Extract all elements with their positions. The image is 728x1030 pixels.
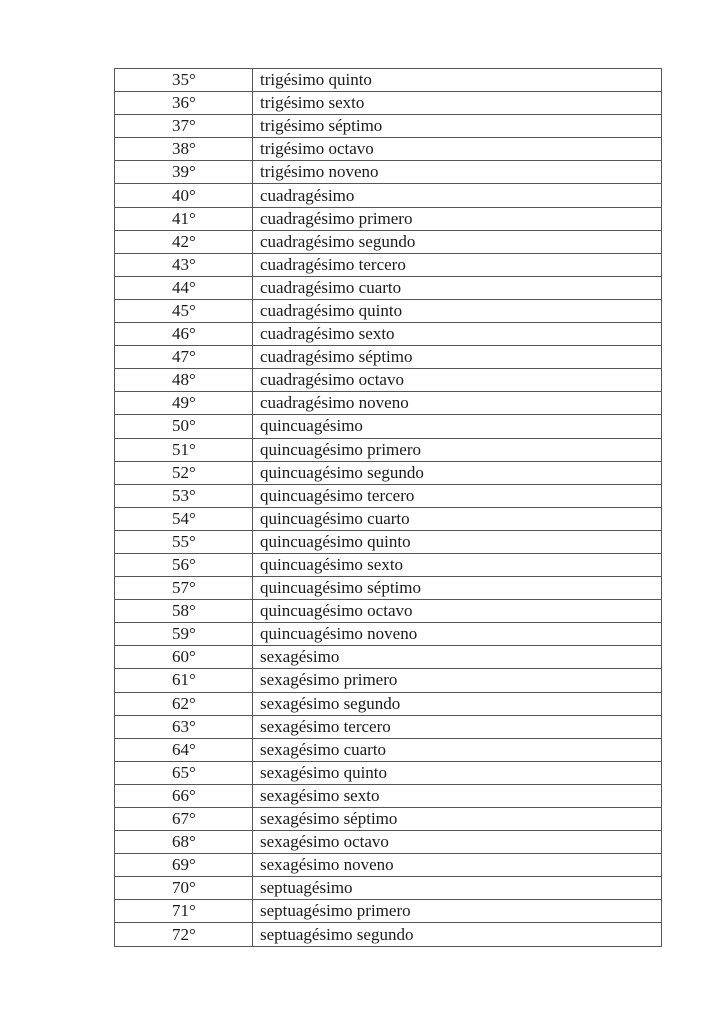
ordinal-number-cell: 46°: [115, 323, 253, 346]
ordinal-word-cell: cuadragésimo tercero: [253, 253, 662, 276]
ordinal-word-cell: cuadragésimo segundo: [253, 230, 662, 253]
table-row: [115, 784, 662, 807]
ordinal-number-cell: 54°: [115, 507, 253, 530]
ordinal-word-cell: quincuagésimo noveno: [253, 623, 662, 646]
ordinal-number-cell: 70°: [115, 877, 253, 900]
table-row: [115, 115, 662, 138]
ordinal-number-cell: 71°: [115, 900, 253, 923]
ordinal-number-cell: 50°: [115, 415, 253, 438]
ordinal-word-cell: sexagésimo séptimo: [253, 808, 662, 831]
table-row: [115, 207, 662, 230]
table-row: [115, 138, 662, 161]
ordinal-number-cell: 44°: [115, 276, 253, 299]
table-row: [115, 900, 662, 923]
table-row: [115, 346, 662, 369]
table-row: [115, 184, 662, 207]
ordinal-word-cell: cuadragésimo primero: [253, 207, 662, 230]
ordinal-word-cell: sexagésimo segundo: [253, 692, 662, 715]
ordinal-number-cell: 38°: [115, 138, 253, 161]
ordinal-word-cell: quincuagésimo: [253, 415, 662, 438]
ordinal-number-cell: 53°: [115, 484, 253, 507]
ordinal-number-cell: 66°: [115, 784, 253, 807]
ordinal-word-cell: septuagésimo: [253, 877, 662, 900]
ordinal-word-cell: cuadragésimo séptimo: [253, 346, 662, 369]
ordinal-word-cell: sexagésimo octavo: [253, 831, 662, 854]
table-row: [115, 761, 662, 784]
ordinal-word-cell: sexagésimo sexto: [253, 784, 662, 807]
table-row: [115, 323, 662, 346]
ordinal-number-cell: 56°: [115, 553, 253, 576]
table-row: [115, 669, 662, 692]
ordinal-number-cell: 36°: [115, 92, 253, 115]
ordinal-word-cell: trigésimo noveno: [253, 161, 662, 184]
table-row: [115, 553, 662, 576]
ordinal-number-cell: 37°: [115, 115, 253, 138]
table-row: [115, 276, 662, 299]
ordinal-number-cell: 52°: [115, 461, 253, 484]
ordinal-word-cell: quincuagésimo octavo: [253, 600, 662, 623]
ordinal-word-cell: trigésimo sexto: [253, 92, 662, 115]
table-row: [115, 415, 662, 438]
table-row: [115, 230, 662, 253]
ordinal-number-cell: 72°: [115, 923, 253, 946]
ordinal-word-cell: cuadragésimo noveno: [253, 392, 662, 415]
table-row: [115, 438, 662, 461]
table-row: [115, 161, 662, 184]
table-row: [115, 92, 662, 115]
ordinal-word-cell: quincuagésimo cuarto: [253, 507, 662, 530]
ordinal-word-cell: trigésimo octavo: [253, 138, 662, 161]
table-row: [115, 831, 662, 854]
table-row: [115, 507, 662, 530]
ordinal-word-cell: trigésimo quinto: [253, 69, 662, 92]
table-row: [115, 461, 662, 484]
ordinal-word-cell: sexagésimo tercero: [253, 715, 662, 738]
ordinal-number-cell: 55°: [115, 530, 253, 553]
ordinal-number-cell: 48°: [115, 369, 253, 392]
ordinal-word-cell: sexagésimo cuarto: [253, 738, 662, 761]
table-row: [115, 877, 662, 900]
ordinal-word-cell: quincuagésimo quinto: [253, 530, 662, 553]
ordinal-number-cell: 69°: [115, 854, 253, 877]
ordinal-number-cell: 45°: [115, 299, 253, 322]
table-row: [115, 299, 662, 322]
table-row: [115, 253, 662, 276]
ordinal-word-cell: sexagésimo primero: [253, 669, 662, 692]
ordinal-number-cell: 57°: [115, 577, 253, 600]
ordinal-word-cell: sexagésimo quinto: [253, 761, 662, 784]
ordinal-word-cell: trigésimo séptimo: [253, 115, 662, 138]
ordinal-word-cell: quincuagésimo séptimo: [253, 577, 662, 600]
ordinal-word-cell: cuadragésimo octavo: [253, 369, 662, 392]
table-row: [115, 484, 662, 507]
table-row: [115, 530, 662, 553]
table-row: [115, 600, 662, 623]
ordinal-number-cell: 42°: [115, 230, 253, 253]
ordinal-number-cell: 62°: [115, 692, 253, 715]
table-row: [115, 692, 662, 715]
ordinal-word-cell: cuadragésimo sexto: [253, 323, 662, 346]
ordinal-word-cell: quincuagésimo primero: [253, 438, 662, 461]
table-row: [115, 369, 662, 392]
ordinal-number-cell: 59°: [115, 623, 253, 646]
table-row: [115, 392, 662, 415]
ordinal-number-cell: 41°: [115, 207, 253, 230]
table-row: [115, 738, 662, 761]
ordinal-number-cell: 51°: [115, 438, 253, 461]
ordinal-word-cell: cuadragésimo: [253, 184, 662, 207]
table-body: [115, 69, 662, 947]
ordinal-number-cell: 67°: [115, 808, 253, 831]
ordinal-word-cell: quincuagésimo sexto: [253, 553, 662, 576]
table-row: [115, 923, 662, 946]
ordinal-word-cell: quincuagésimo segundo: [253, 461, 662, 484]
ordinal-number-cell: 65°: [115, 761, 253, 784]
ordinal-number-cell: 39°: [115, 161, 253, 184]
ordinal-word-cell: cuadragésimo quinto: [253, 299, 662, 322]
table-row: [115, 623, 662, 646]
ordinal-number-cell: 40°: [115, 184, 253, 207]
ordinal-word-cell: sexagésimo: [253, 646, 662, 669]
ordinal-number-cell: 58°: [115, 600, 253, 623]
ordinal-word-cell: cuadragésimo cuarto: [253, 276, 662, 299]
ordinal-number-cell: 60°: [115, 646, 253, 669]
ordinal-word-cell: septuagésimo segundo: [253, 923, 662, 946]
table-row: [115, 69, 662, 92]
ordinal-numbers-table: [114, 68, 662, 947]
table-row: [115, 854, 662, 877]
ordinal-number-cell: 43°: [115, 253, 253, 276]
table-row: [115, 646, 662, 669]
table-row: [115, 808, 662, 831]
ordinal-number-cell: 61°: [115, 669, 253, 692]
ordinal-word-cell: septuagésimo primero: [253, 900, 662, 923]
ordinal-word-cell: quincuagésimo tercero: [253, 484, 662, 507]
ordinal-word-cell: sexagésimo noveno: [253, 854, 662, 877]
ordinal-number-cell: 63°: [115, 715, 253, 738]
ordinal-number-cell: 47°: [115, 346, 253, 369]
ordinal-number-cell: 64°: [115, 738, 253, 761]
ordinal-number-cell: 49°: [115, 392, 253, 415]
ordinal-number-cell: 68°: [115, 831, 253, 854]
table-row: [115, 715, 662, 738]
table-row: [115, 577, 662, 600]
ordinal-number-cell: 35°: [115, 69, 253, 92]
